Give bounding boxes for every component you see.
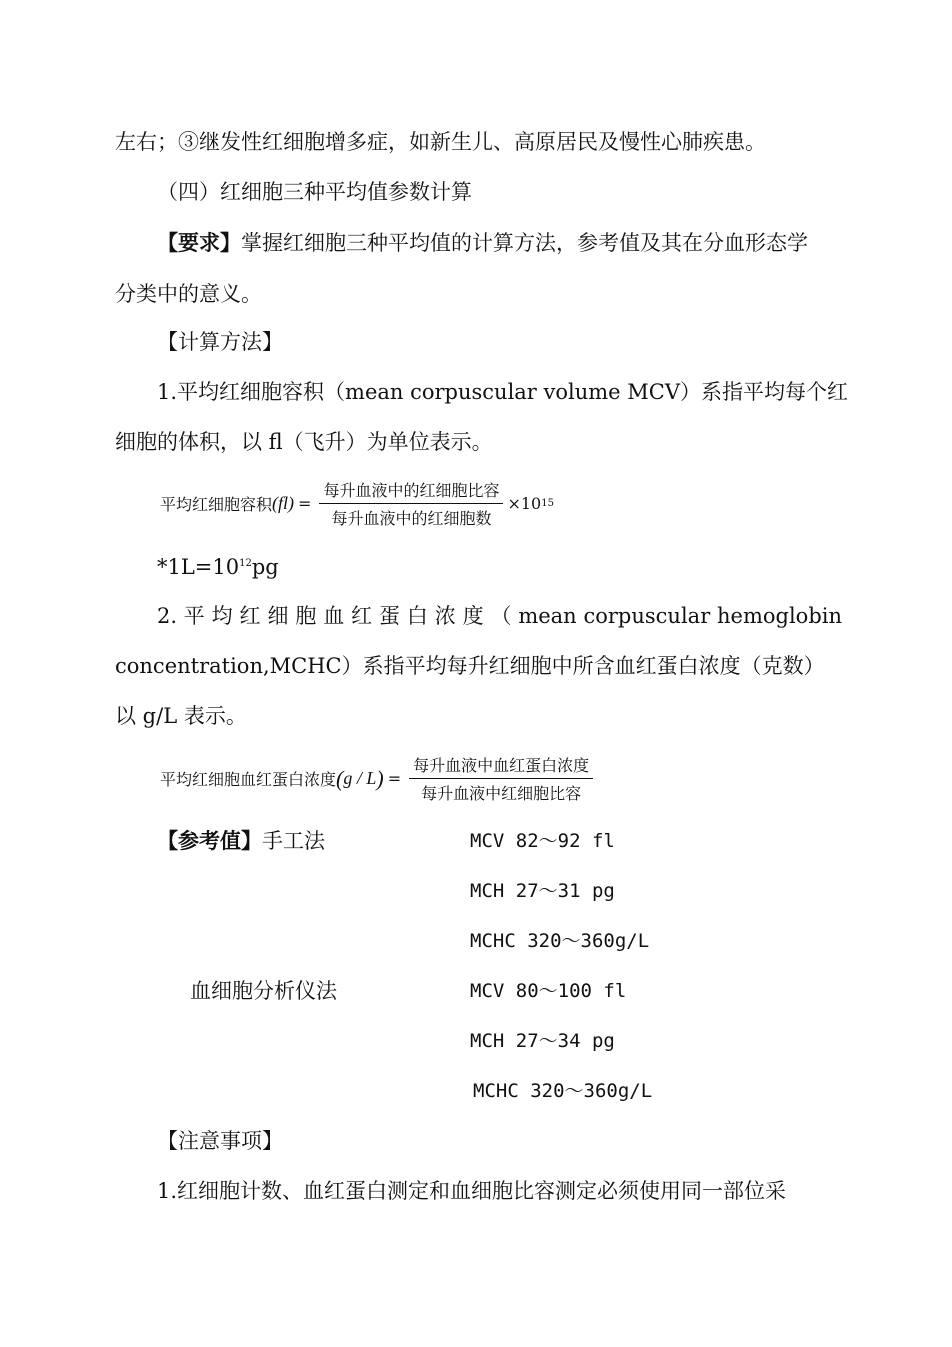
reference-row: MCV 80～100 fl [470,980,627,1002]
mcv-formula: 平均红细胞容积 ( fl ) = $\frac{\text{每升血液中的红细胞比容}}{\text{每升血液中的红细胞数}}$ ×10 15 [160,478,554,529]
section-heading: （四）红细胞三种平均值参数计算 [157,180,472,204]
reference-row: MCHC 320～360g/L [473,1080,653,1102]
reference-row: MCHC 320～360g/L [470,930,650,952]
unit-note [157,552,842,582]
method-label: 【计算方法】 [157,330,283,354]
formula-lhs: 平均红细胞血红蛋白浓度 [160,770,337,789]
formula-numerator: 每升血液中血红蛋白浓度 [409,753,593,779]
reference-label: 【参考值】 [157,828,262,853]
reference-manual-method: 手工法 [262,829,325,853]
formula-unit: g / L [343,768,377,788]
unit-note-exponent: 12 [239,558,252,569]
reference-analyzer-method: 血细胞分析仪法 [190,979,337,1003]
requirement-line-continued: 分类中的意义。 [115,282,262,306]
mchc-definition-line: 2. 平 均 红 细 胞 血 红 蛋 白 浓 度 （ mean corpuscular hemoglobin [157,604,842,628]
unit-note-unit: pg [251,555,279,579]
mcv-definition-line: 1.平均红细胞容积（mean corpuscular volume MCV）系指平均每个红 [157,380,849,404]
reference-row: MCV 82～92 fl [470,830,615,852]
formula-denominator: 每升血液中的红细胞数 [331,509,492,528]
reference-row: MCH 27～34 pg [470,1030,615,1052]
mchc-definition-line-end: 以 g/L 表示。 [115,704,247,728]
requirement-line [157,228,842,258]
notes-line: 1.红细胞计数、血红蛋白测定和血细胞比容测定必须使用同一部位采 [157,1179,787,1203]
reference-row: MCH 27～31 pg [470,880,615,902]
formula-lhs: 平均红细胞容积 [160,495,273,514]
formula-denominator: 每升血液中红细胞比容 [421,784,582,803]
formula-multiplier: ×10 [507,494,542,513]
notes-label: 【注意事项】 [157,1129,283,1153]
formula-fraction [409,753,593,804]
reference-label-line [157,826,325,856]
requirement-text: 掌握红细胞三种平均值的计算方法，参考值及其在分血形态学 [241,231,808,255]
requirement-label: 【要求】 [157,230,241,255]
unit-note-base: *1L=10 [157,555,240,579]
mchc-formula: 平均红细胞血红蛋白浓度 ( g / L ) = $\frac{\text{每升血液中血红蛋白浓度}}{\text{每升血液中红细胞比容}}$ [160,753,597,804]
paragraph-line: 左右；③继发性红细胞增多症，如新生儿、高原居民及慢性心肺疾患。 [115,130,766,154]
formula-fraction [319,478,503,529]
mchc-definition-line-continued: concentration,MCHC）系指平均每升红细胞中所含血红蛋白浓度（克数） [115,654,825,678]
mcv-definition-line-continued: 细胞的体积，以 fl（飞升）为单位表示。 [115,430,493,454]
formula-unit: fl [278,493,289,513]
formula-numerator: 每升血液中的红细胞比容 [319,478,503,504]
